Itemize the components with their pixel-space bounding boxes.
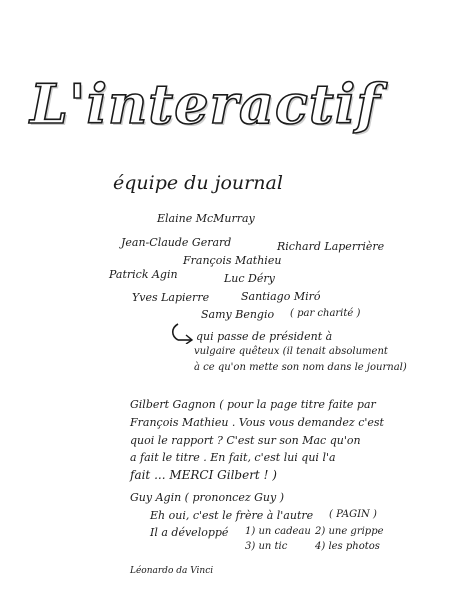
guy-note-line: ( PAGIN ) xyxy=(329,509,377,520)
team-member: Patrick Agin xyxy=(109,268,178,281)
team-member: Elaine McMurray xyxy=(157,212,255,225)
team-member: Samy Bengio xyxy=(201,308,275,321)
guy-note-line: 3) un tic xyxy=(245,541,288,552)
gilbert-note-line: fait ... MERCI Gilbert ! ) xyxy=(130,468,277,482)
gilbert-note-line: François Mathieu . Vous vous demandez c'est xyxy=(130,416,384,429)
gilbert-note-line: quoi le rapport ? C'est sur son Mac qu'on xyxy=(130,434,361,447)
team-member: Jean-Claude Gerard xyxy=(121,236,232,249)
curved-arrow-icon xyxy=(170,322,196,344)
guy-note-line: Eh oui, c'est le frère à l'autre xyxy=(150,509,314,522)
guy-note-line: 2) une grippe xyxy=(315,526,384,537)
team-member: Santiago Miró xyxy=(241,290,321,303)
guy-note-line: 4) les photos xyxy=(315,541,380,552)
guy-note-line: Guy Agin ( prononcez Guy ) xyxy=(130,491,285,504)
guy-note-line: 1) un cadeau xyxy=(245,526,311,537)
team-member-note: ( par charité ) xyxy=(290,308,361,319)
gilbert-note-line: Gilbert Gagnon ( pour la page titre faite par xyxy=(130,398,376,411)
gilbert-note-line: a fait le titre . En fait, c'est lui qui l'a xyxy=(130,451,336,464)
team-member: François Mathieu xyxy=(183,254,282,267)
team-member: Yves Lapierre xyxy=(132,291,210,304)
subtitle: équipe du journal xyxy=(113,172,283,194)
bengio-note-line: vulgaire quêteux (il tenait absolument xyxy=(194,346,388,357)
guy-note-line: Il a développé xyxy=(150,526,229,539)
bengio-note-line: qui passe de président à xyxy=(196,330,333,343)
bengio-note-line: à ce qu'on mette son nom dans le journal) xyxy=(194,362,407,373)
signature: Léonardo da Vinci xyxy=(130,566,214,576)
team-member: Richard Laperrière xyxy=(277,240,385,253)
team-member: Luc Déry xyxy=(224,272,275,285)
journal-title: L'interactif xyxy=(30,72,381,136)
